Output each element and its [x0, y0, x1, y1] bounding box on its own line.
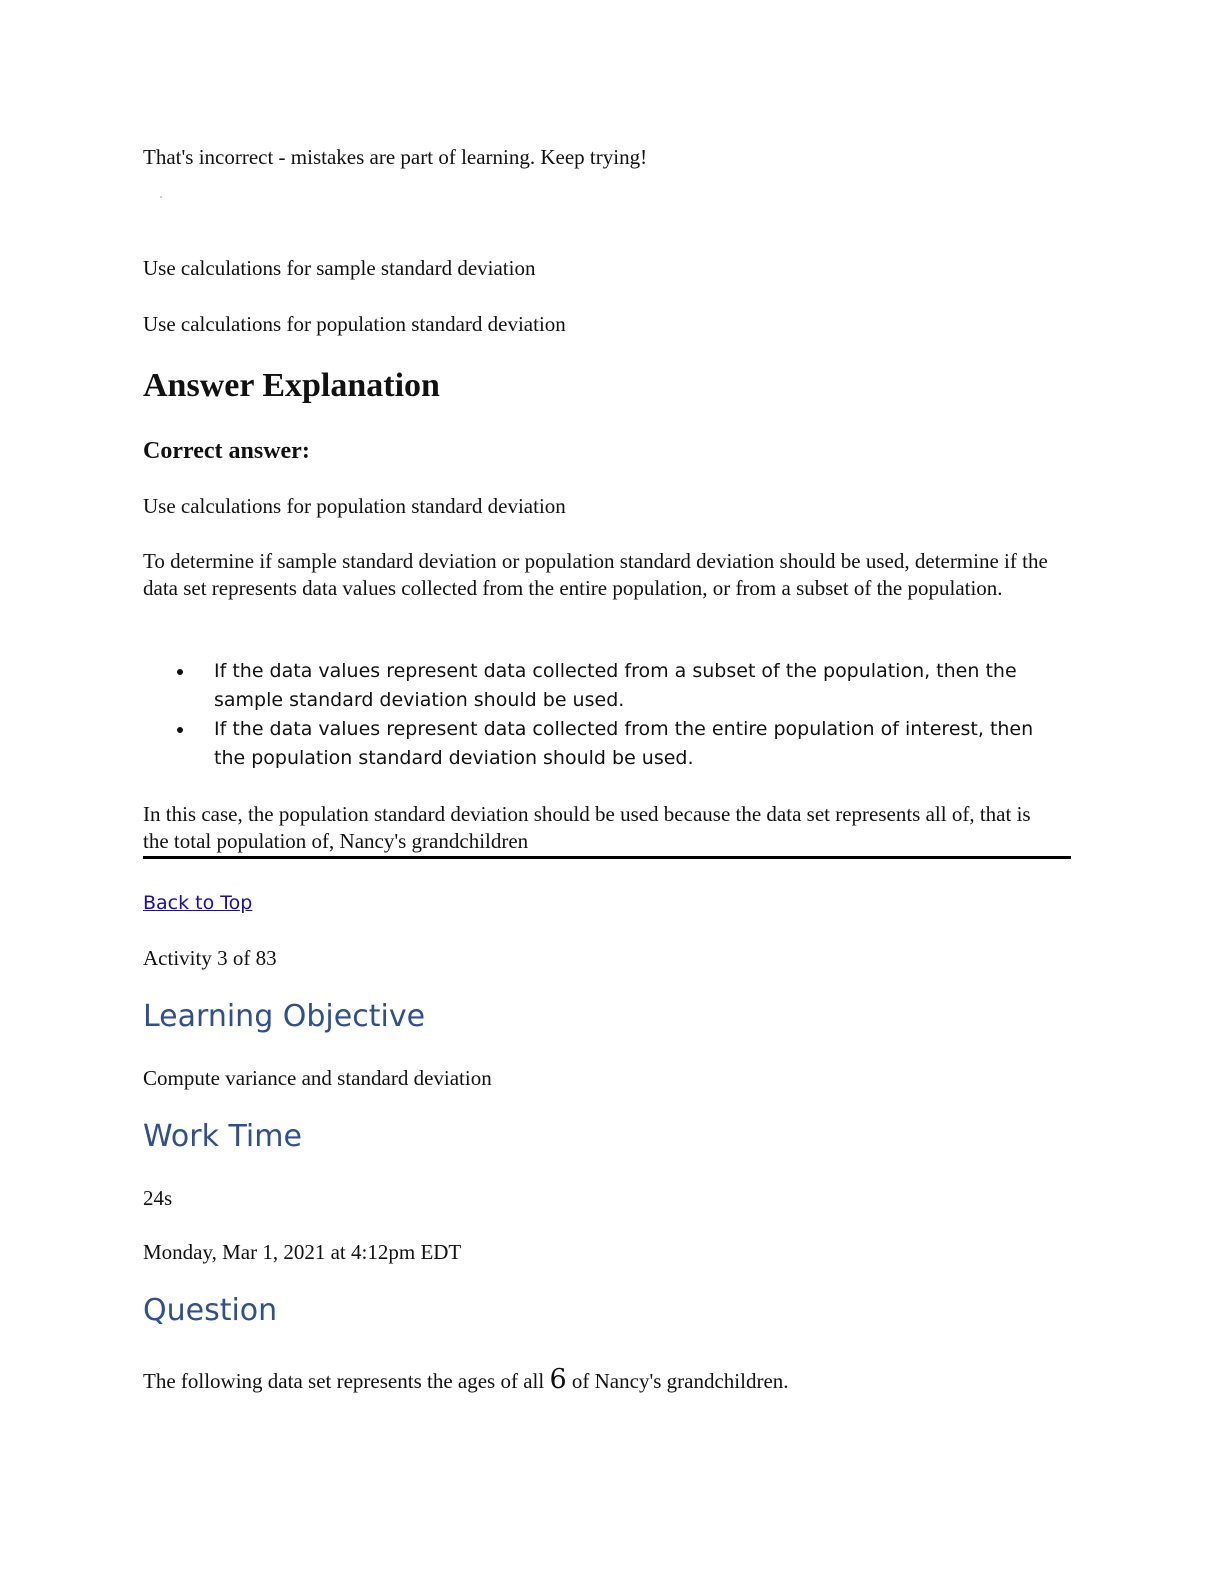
answer-option-sample[interactable]: Use calculations for sample standard deviation [143, 256, 536, 280]
bullet-text: If the data values represent data collected from a subset of the population, then the sample standard deviation should be used. [214, 660, 1017, 711]
question-text [143, 1366, 789, 1395]
horizontal-divider [143, 856, 1071, 859]
list-item [143, 657, 1058, 715]
decorative-dot [160, 196, 162, 198]
learning-objective-text: Compute variance and standard deviation [143, 1066, 492, 1090]
back-to-top-link[interactable]: Back to Top [143, 892, 253, 914]
learning-objective-heading: Learning Objective [143, 999, 426, 1034]
answer-explanation-heading: Answer Explanation [143, 367, 440, 404]
bullet-text: If the data values represent data collected from the entire population of interest, then the population standard deviation should be used. [214, 718, 1034, 769]
explanation-conclusion: In this case, the population standard deviation should be used because the data set represents all of, that is the total population of, Nancy's grandchildren [143, 802, 1031, 853]
work-time-heading: Work Time [143, 1119, 302, 1154]
explanation-intro: To determine if sample standard deviation or population standard deviation should be used, determine if the data set represents data values collected from the entire population, or from a subset of the population. [143, 549, 1048, 600]
question-count: 6 [549, 1364, 567, 1395]
bullet-icon [177, 669, 183, 675]
question-heading: Question [143, 1293, 278, 1328]
explanation-bullet-list [143, 657, 1058, 773]
activity-counter: Activity 3 of 83 [143, 946, 277, 970]
answer-option-population[interactable]: Use calculations for population standard deviation [143, 312, 566, 336]
question-text-before: The following data set represents the ages of all [143, 1369, 550, 1393]
bullet-icon [177, 727, 183, 733]
correct-answer-label: Correct answer: [143, 438, 310, 464]
work-time-timestamp: Monday, Mar 1, 2021 at 4:12pm EDT [143, 1240, 462, 1264]
list-item [143, 715, 1058, 773]
question-text-after: of Nancy's grandchildren. [566, 1369, 789, 1393]
work-time-duration: 24s [143, 1186, 173, 1210]
correct-answer-text: Use calculations for population standard deviation [143, 494, 566, 518]
feedback-message: That's incorrect - mistakes are part of learning. Keep trying! [143, 145, 648, 169]
